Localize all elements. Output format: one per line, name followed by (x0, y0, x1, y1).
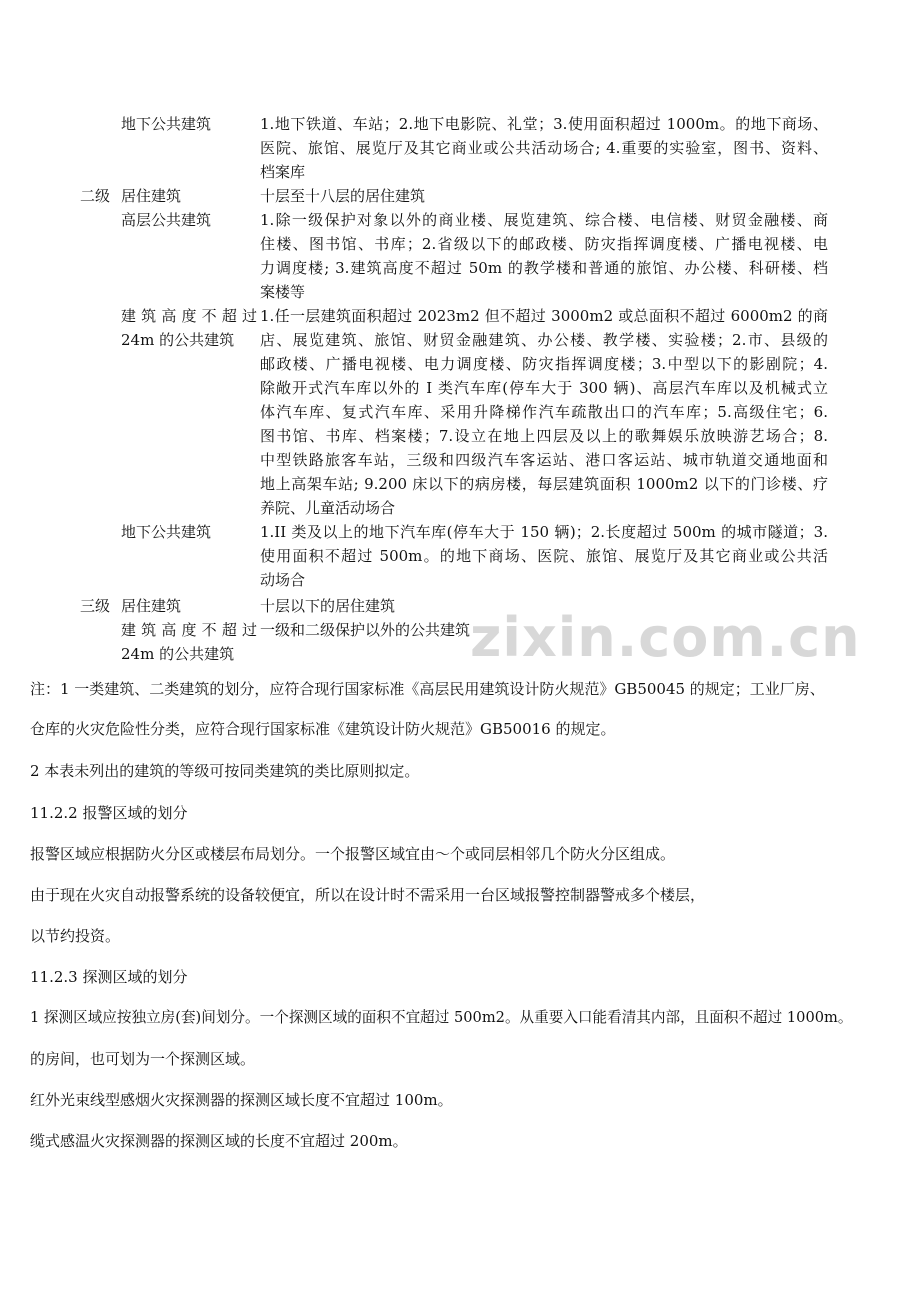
row-level: 三级 (80, 597, 111, 615)
row-type-line: 24m 的公共建筑 (121, 645, 235, 663)
row-description-line: 1.除一级保护对象以外的商业楼、展览建筑、综合楼、电信楼、财贸金融楼、商 (260, 211, 828, 229)
row-type (121, 594, 257, 618)
row-description (260, 594, 828, 618)
row-description (260, 520, 828, 592)
row-description (260, 618, 828, 642)
row-description-line: 动场合 (260, 571, 306, 589)
row-type-line: 居住建筑 (121, 597, 182, 615)
row-type-line: 建筑高度不超过 (121, 307, 257, 325)
row-type-line: 居住建筑 (121, 187, 182, 205)
row-description-line: 体汽车库、复式汽车库、采用升降梯作汽车疏散出口的汽车库；5.高级住宅；6. (260, 403, 828, 421)
row-level: 二级 (80, 187, 111, 205)
row-description-line: 医院、旅馆、展览厅及其它商业或公共活动场合; 4.重要的实验室，图书、资料、 (260, 139, 828, 157)
body-paragraph: 以节约投资。 (30, 927, 121, 945)
row-description-line: 1.地下铁道、车站；2.地下电影院、礼堂；3.使用面积超过 1000m。的地下商场、 (260, 115, 828, 133)
row-description-line: 中型铁路旅客车站，三级和四级汽车客运站、港口客运站、城市轨道交通地面和 (260, 451, 828, 469)
row-description (260, 184, 828, 208)
row-description-line: 养院、儿童活动场合 (260, 499, 396, 517)
row-description-line: 邮政楼、广播电视楼、电力调度楼、防灾指挥调度楼；3.中型以下的影剧院；4. (260, 355, 828, 373)
row-type-line: 高层公共建筑 (121, 211, 212, 229)
row-description (260, 112, 828, 184)
note-paragraph: 仓库的火灾危险性分类，应符合现行国家标准《建筑设计防火规范》GB50016 的规定。 (30, 720, 616, 738)
row-type-line: 地下公共建筑 (121, 523, 212, 541)
row-type-line: 24m 的公共建筑 (121, 331, 235, 349)
row-description-line: 案楼等 (260, 283, 306, 301)
body-paragraph: 的房间，也可划为一个探测区域。 (30, 1050, 256, 1068)
body-paragraph: 红外光束线型感烟火灾探测器的探测区域长度不宜超过 100m。 (30, 1091, 453, 1109)
row-description (260, 208, 828, 304)
body-paragraph: 缆式感温火灾探测器的探测区域的长度不宜超过 200m。 (30, 1132, 408, 1150)
note-paragraph: 2 本表未列出的建筑的等级可按同类建筑的类比原则拟定。 (30, 762, 420, 780)
row-description-line: 一级和二级保护以外的公共建筑 (260, 621, 471, 639)
row-description-line: 图书馆、书库、档案楼；7.设立在地上四层及以上的歌舞娱乐放映游艺场合；8. (260, 427, 828, 445)
row-description-line: 除敞开式汽车库以外的 I 类汽车库(停车大于 300 辆)、高层汽车库以及机械式立 (260, 379, 828, 397)
row-type-line: 地下公共建筑 (121, 115, 212, 133)
row-description-line: 力调度楼; 3.建筑高度不超过 50m 的教学楼和普通的旅馆、办公楼、科研楼、档 (260, 259, 828, 277)
note-paragraph: 注：1 一类建筑、二类建筑的划分，应符合现行国家标准《高层民用建筑设计防火规范》GB50045 的规定；工业厂房、 (30, 680, 825, 698)
row-description-line: 十层至十八层的居住建筑 (260, 187, 426, 205)
row-description-line: 档案库 (260, 163, 306, 181)
row-description-line: 1.任一层建筑面积超过 2023m2 但不超过 3000m2 或总面积不超过 6000m2 的商 (260, 307, 828, 325)
row-type (121, 112, 257, 136)
row-type (121, 208, 257, 232)
row-description-line: 住楼、图书馆、书库；2.省级以下的邮政楼、防灾指挥调度楼、广播电视楼、电 (260, 235, 828, 253)
section-heading: 11.2.2 报警区域的划分 (30, 804, 188, 822)
row-type (121, 618, 257, 666)
row-description-line: 店、展览建筑、旅馆、财贸金融建筑、办公楼、教学楼、实验楼；2.市、县级的 (260, 331, 828, 349)
row-description-line: 地上高架车站; 9.200 床以下的病房楼，每层建筑面积 1000m2 以下的门诊楼、疗 (260, 475, 828, 493)
body-paragraph: 由于现在火灾自动报警系统的设备较便宜，所以在设计时不需采用一台区域报警控制器警戒多个楼层， (30, 886, 706, 904)
row-type (121, 304, 257, 352)
row-description-line: 十层以下的居住建筑 (260, 597, 396, 615)
row-type-line: 建筑高度不超过 (121, 621, 257, 639)
body-paragraph: 1 探测区域应按独立房(套)间划分。一个探测区域的面积不宜超过 500m2。从重要入口能看清其内部，且面积不超过 1000m。 (30, 1009, 853, 1026)
row-description-line: 1.II 类及以上的地下汽车库(停车大于 150 辆)；2.长度超过 500m 的城市隧道；3. (260, 523, 828, 541)
section-heading: 11.2.3 探测区域的划分 (30, 968, 188, 986)
row-type (121, 520, 257, 544)
row-description (260, 304, 828, 520)
body-paragraph: 报警区域应根据防火分区或楼层布局划分。一个报警区域宜由～个或同层相邻几个防火分区组成。 (30, 845, 676, 863)
watermark: zixin.com.cn (470, 606, 861, 669)
row-type (121, 184, 257, 208)
row-description-line: 使用面积不超过 500m。的地下商场、医院、旅馆、展览厅及其它商业或公共活 (260, 547, 828, 565)
